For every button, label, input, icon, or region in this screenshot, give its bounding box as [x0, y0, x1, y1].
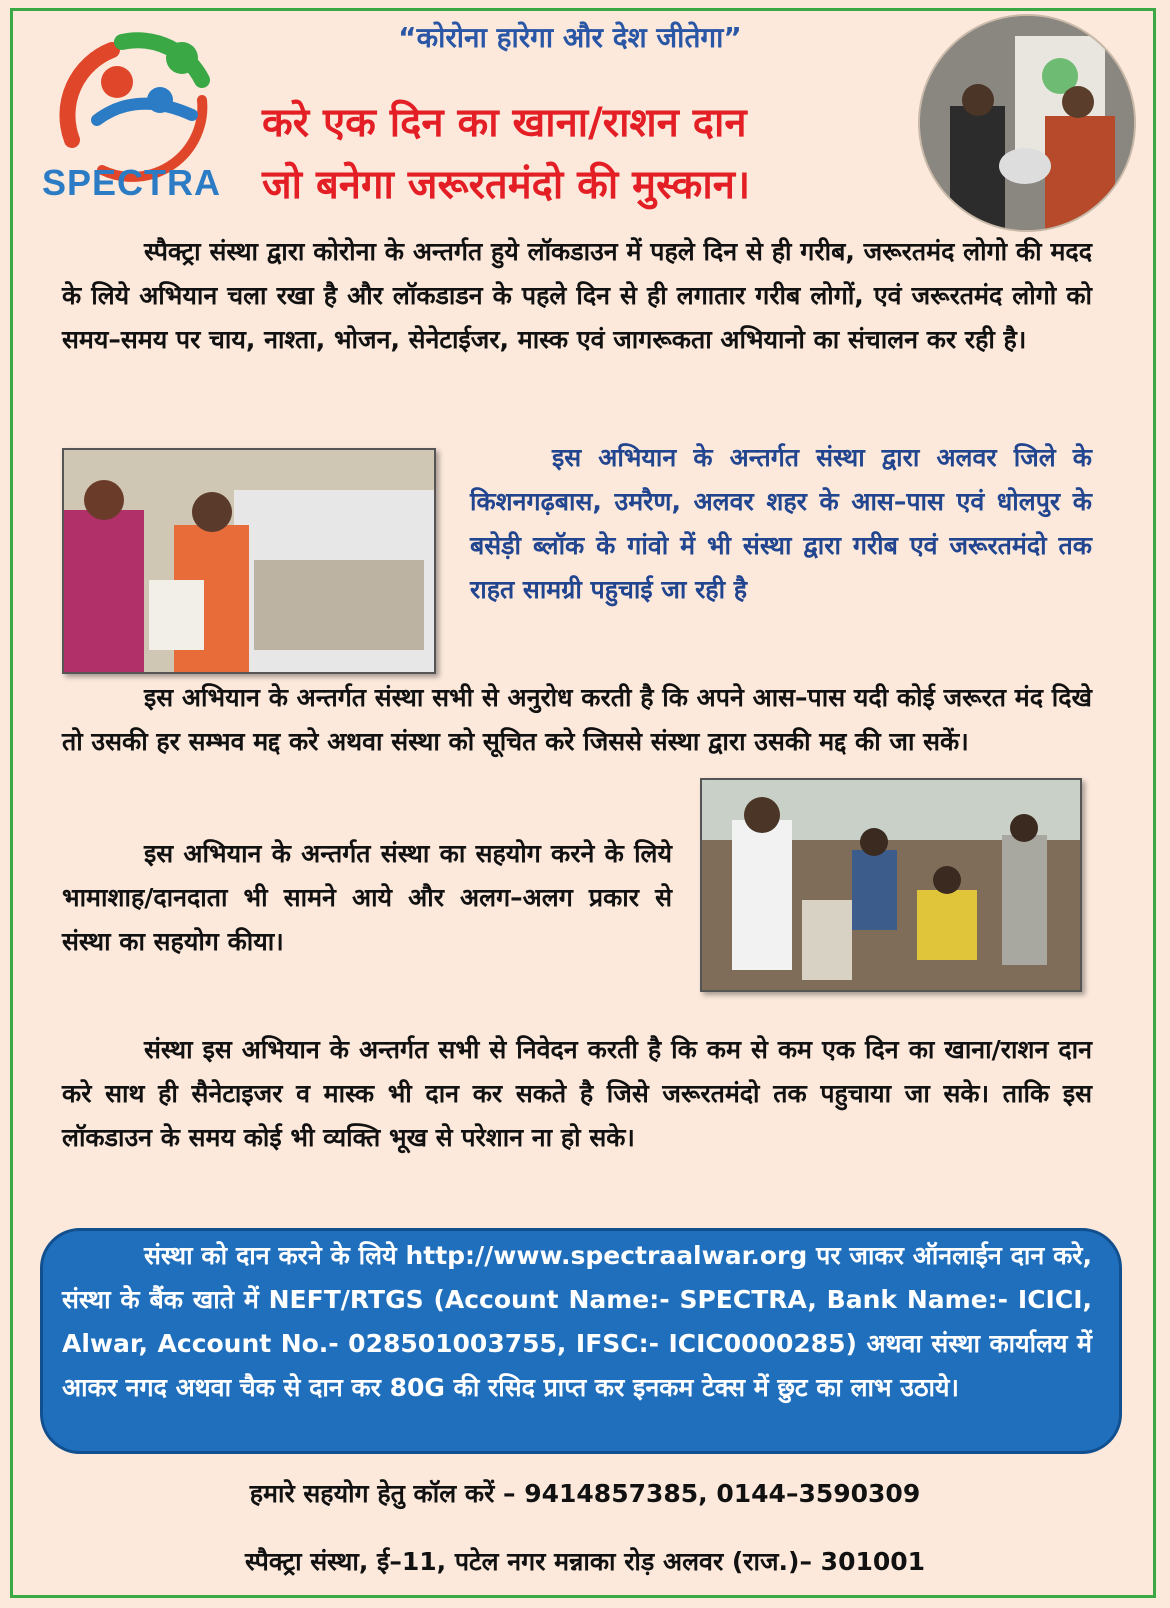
appeal-paragraph: संस्था इस अभियान के अन्तर्गत सभी से निवेदन करती है कि कम से कम एक दिन का खाना/राशन दान करे साथ ही सैनेटाइजर व मास्क भी दान कर सकते है जिसे जरूरतमंदो तक पहुचाया जा सके। ताकि इस लॉकडाउन के समय कोई भी व्यक्ति भूख से परेशान ना हो सके।	[62, 1035, 1092, 1152]
donation-details: संस्था को दान करने के लिये http://www.spectraalwar.org पर जाकर ऑनलाईन दान करे, संस्था के बैंक खाते में NEFT/RTGS (Account Name:- SPECTRA, Bank Name:- ICICI, Alwar, Account No.- 028501003755, IFSC:- ICIC0000285) अथवा संस्था कार्यालय में आकर नगद अथवा चैक से दान कर 80G की रसिद प्राप्त कर इनकम टेक्स में छुट का लाभ उठाये।	[62, 1241, 1092, 1402]
slogan: “कोरोना हारेगा और देश जीतेगा”	[398, 21, 742, 54]
address-line: स्पैक्ट्रा संस्था, ई–11, पटेल नगर मन्नाका रोड़ अलवर (राज.)– 301001	[244, 1547, 926, 1576]
headline	[262, 92, 902, 216]
logo-text: SPECTRA	[42, 162, 222, 203]
headline-line-1: करे एक दिन का खाना/राशन दान	[262, 100, 747, 146]
circular-photo	[918, 14, 1136, 232]
request-paragraph: इस अभियान के अन्तर्गत संस्था सभी से अनुरोध करती है कि अपने आस–पास यदी कोई जरूरत मंद दिखे तो उसकी हर सम्भव मद्द करे अथवा संस्था को सूचित करे जिससे संस्था द्वारा उसकी मद्द की जा सकें।	[62, 683, 1092, 756]
contact-line: हमारे सहयोग हेतु कॉल करें – 9414857385, 0144–3590309	[249, 1479, 921, 1508]
intro-paragraph: स्पैक्ट्रा संस्था द्वारा कोरोना के अन्तर्गत हुये लॉकडाउन में पहले दिन से ही गरीब, जरूरतमंद लोगो की मदद के लिये अभियान चला रखा है और लॉकडाडन के पहले दिन से ही लगातार गरीब लोगों, एवं जरूरतमंद लोगो को समय–समय पर चाय, नाश्ता, भोजन, सेनेटाईजर, मास्क एवं जागरूकता अभियानो का संचालन कर रही है।	[62, 237, 1092, 354]
campaign-areas-paragraph: इस अभियान के अन्तर्गत संस्था द्वारा अलवर जिले के किशनगढ़बास, उमरैण, अलवर शहर के आस–पास एवं धोलपुर के बसेड़ी ब्लॉक के गांवो में भी संस्था द्वारा गरीब एवं जरूरतमंदो तक राहत सामग्री पहुचाई जा रही है	[470, 443, 1092, 604]
food-distribution-photo	[700, 778, 1082, 992]
donors-paragraph: इस अभियान के अन्तर्गत संस्था का सहयोग करने के लिये भामाशाह/दानदाता भी सामने आये और अलग–अलग प्रकार से संस्था का सहयोग कीया।	[62, 839, 672, 956]
relief-distribution-photo	[62, 448, 436, 674]
headline-line-2: जो बनेगा जरूरतमंदो की मुस्कान।	[262, 162, 751, 208]
